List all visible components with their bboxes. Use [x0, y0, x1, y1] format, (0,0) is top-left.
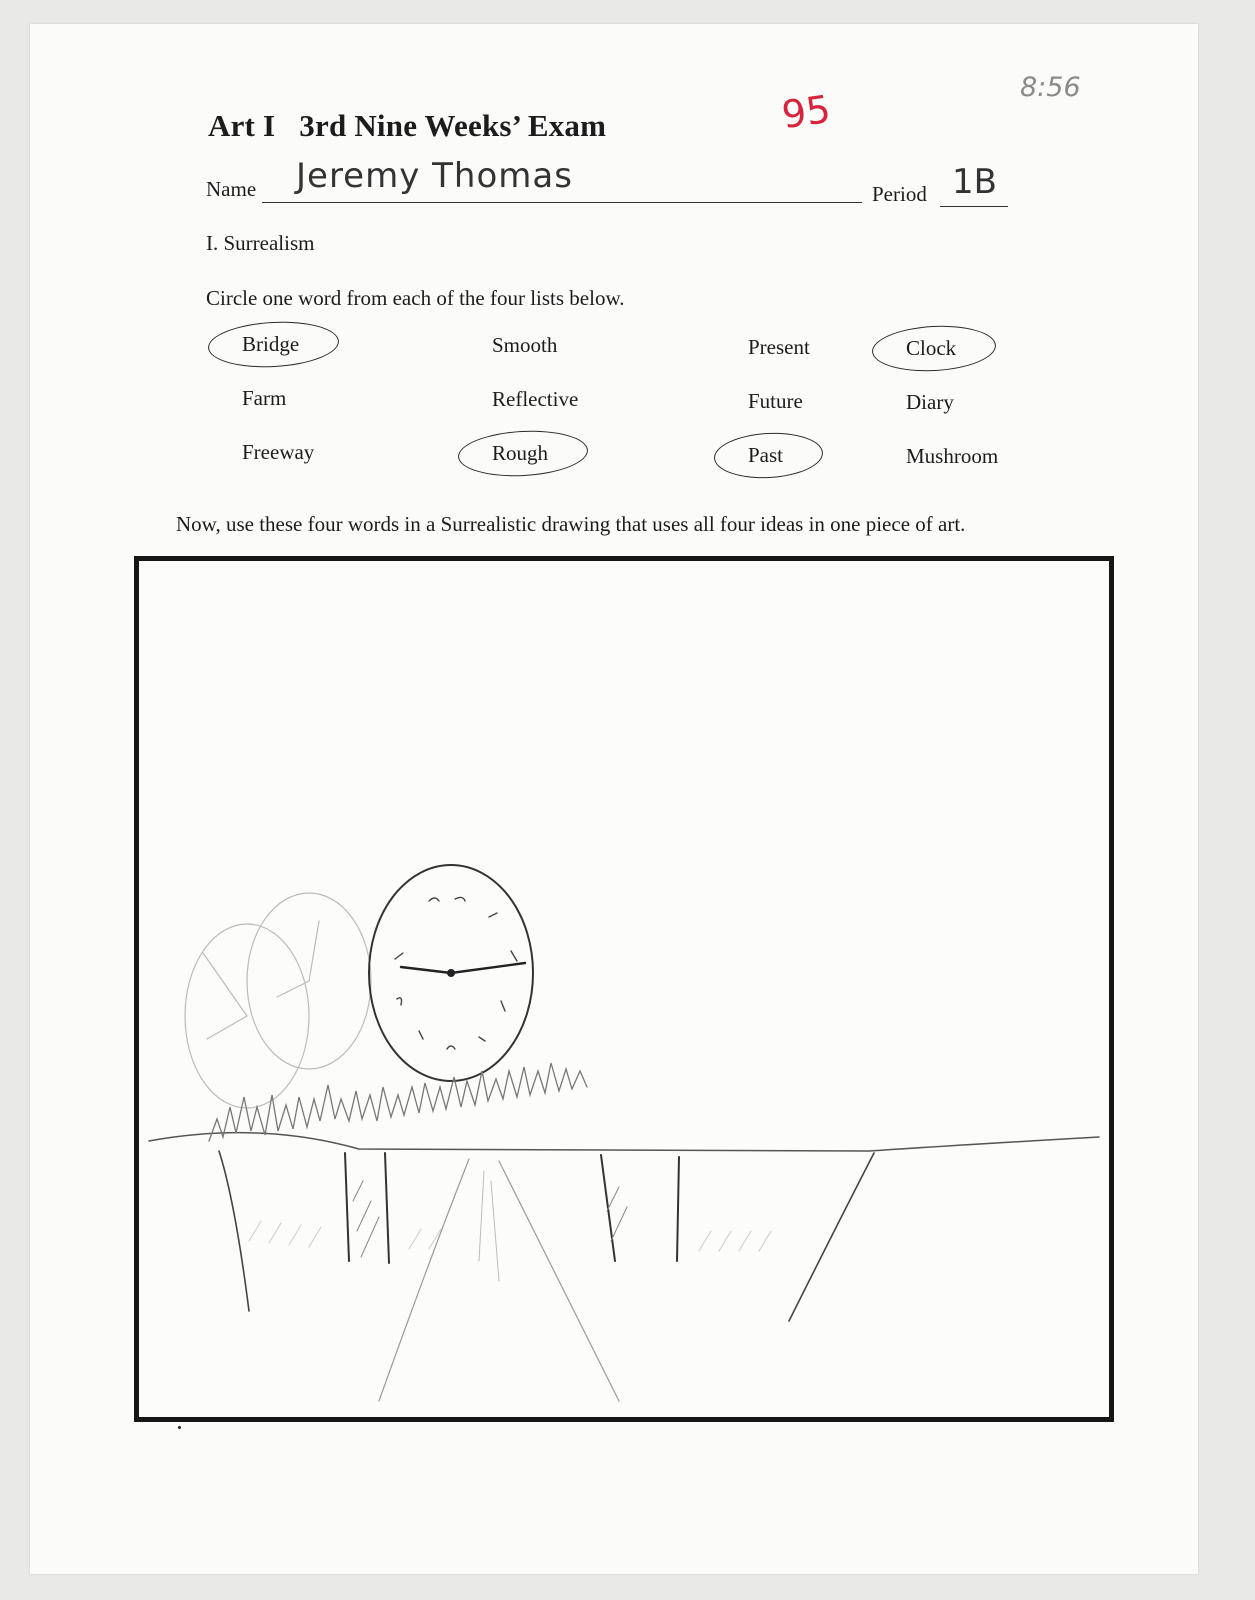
circle-instruction: Circle one word from each of the four lists below.: [206, 286, 625, 310]
horizon-line: [149, 1133, 1099, 1151]
bridge-pillar-right: [601, 1155, 679, 1261]
word-future[interactable]: Future: [748, 389, 803, 413]
word-smooth[interactable]: Smooth: [492, 333, 558, 357]
name-value: Jeremy Thomas: [296, 156, 573, 196]
word-bridge[interactable]: Bridge: [242, 332, 300, 356]
grass: [209, 1063, 587, 1141]
word-present[interactable]: Present: [748, 335, 810, 359]
word-freeway[interactable]: Freeway: [242, 440, 315, 464]
exam-page: [30, 24, 1198, 1574]
word-clock[interactable]: Clock: [906, 336, 957, 360]
bridge-pillar-left: [345, 1153, 389, 1263]
name-line: [262, 202, 862, 203]
exam-title: [208, 108, 606, 144]
word-diary[interactable]: Diary: [906, 390, 954, 414]
clock-trail: [185, 893, 371, 1108]
period-line: [940, 206, 1008, 207]
word-rough[interactable]: Rough: [492, 441, 549, 465]
exam-name: 3rd Nine Weeks’ Exam: [299, 108, 607, 143]
word-farm[interactable]: Farm: [242, 386, 287, 410]
name-label: Name: [206, 177, 257, 201]
drawing-instruction: Now, use these four words in a Surrealistic drawing that uses all four ideas in one piece of art.: [176, 512, 966, 536]
drawing-frame: [134, 556, 1114, 1422]
word-reflective[interactable]: Reflective: [492, 387, 579, 411]
grade-mark: 95: [779, 86, 834, 138]
ink-dot: [178, 1426, 181, 1429]
pencil-drawing: [139, 561, 1109, 1417]
period-label: Period: [872, 182, 927, 206]
word-past[interactable]: Past: [748, 443, 784, 467]
period-value: 1B: [952, 162, 997, 202]
word-mushroom[interactable]: Mushroom: [906, 444, 999, 468]
clock-hands: [401, 963, 525, 973]
course-title: Art I: [208, 108, 276, 143]
time-mark: 8:56: [1020, 72, 1081, 103]
section-heading: I. Surrealism: [206, 231, 315, 255]
